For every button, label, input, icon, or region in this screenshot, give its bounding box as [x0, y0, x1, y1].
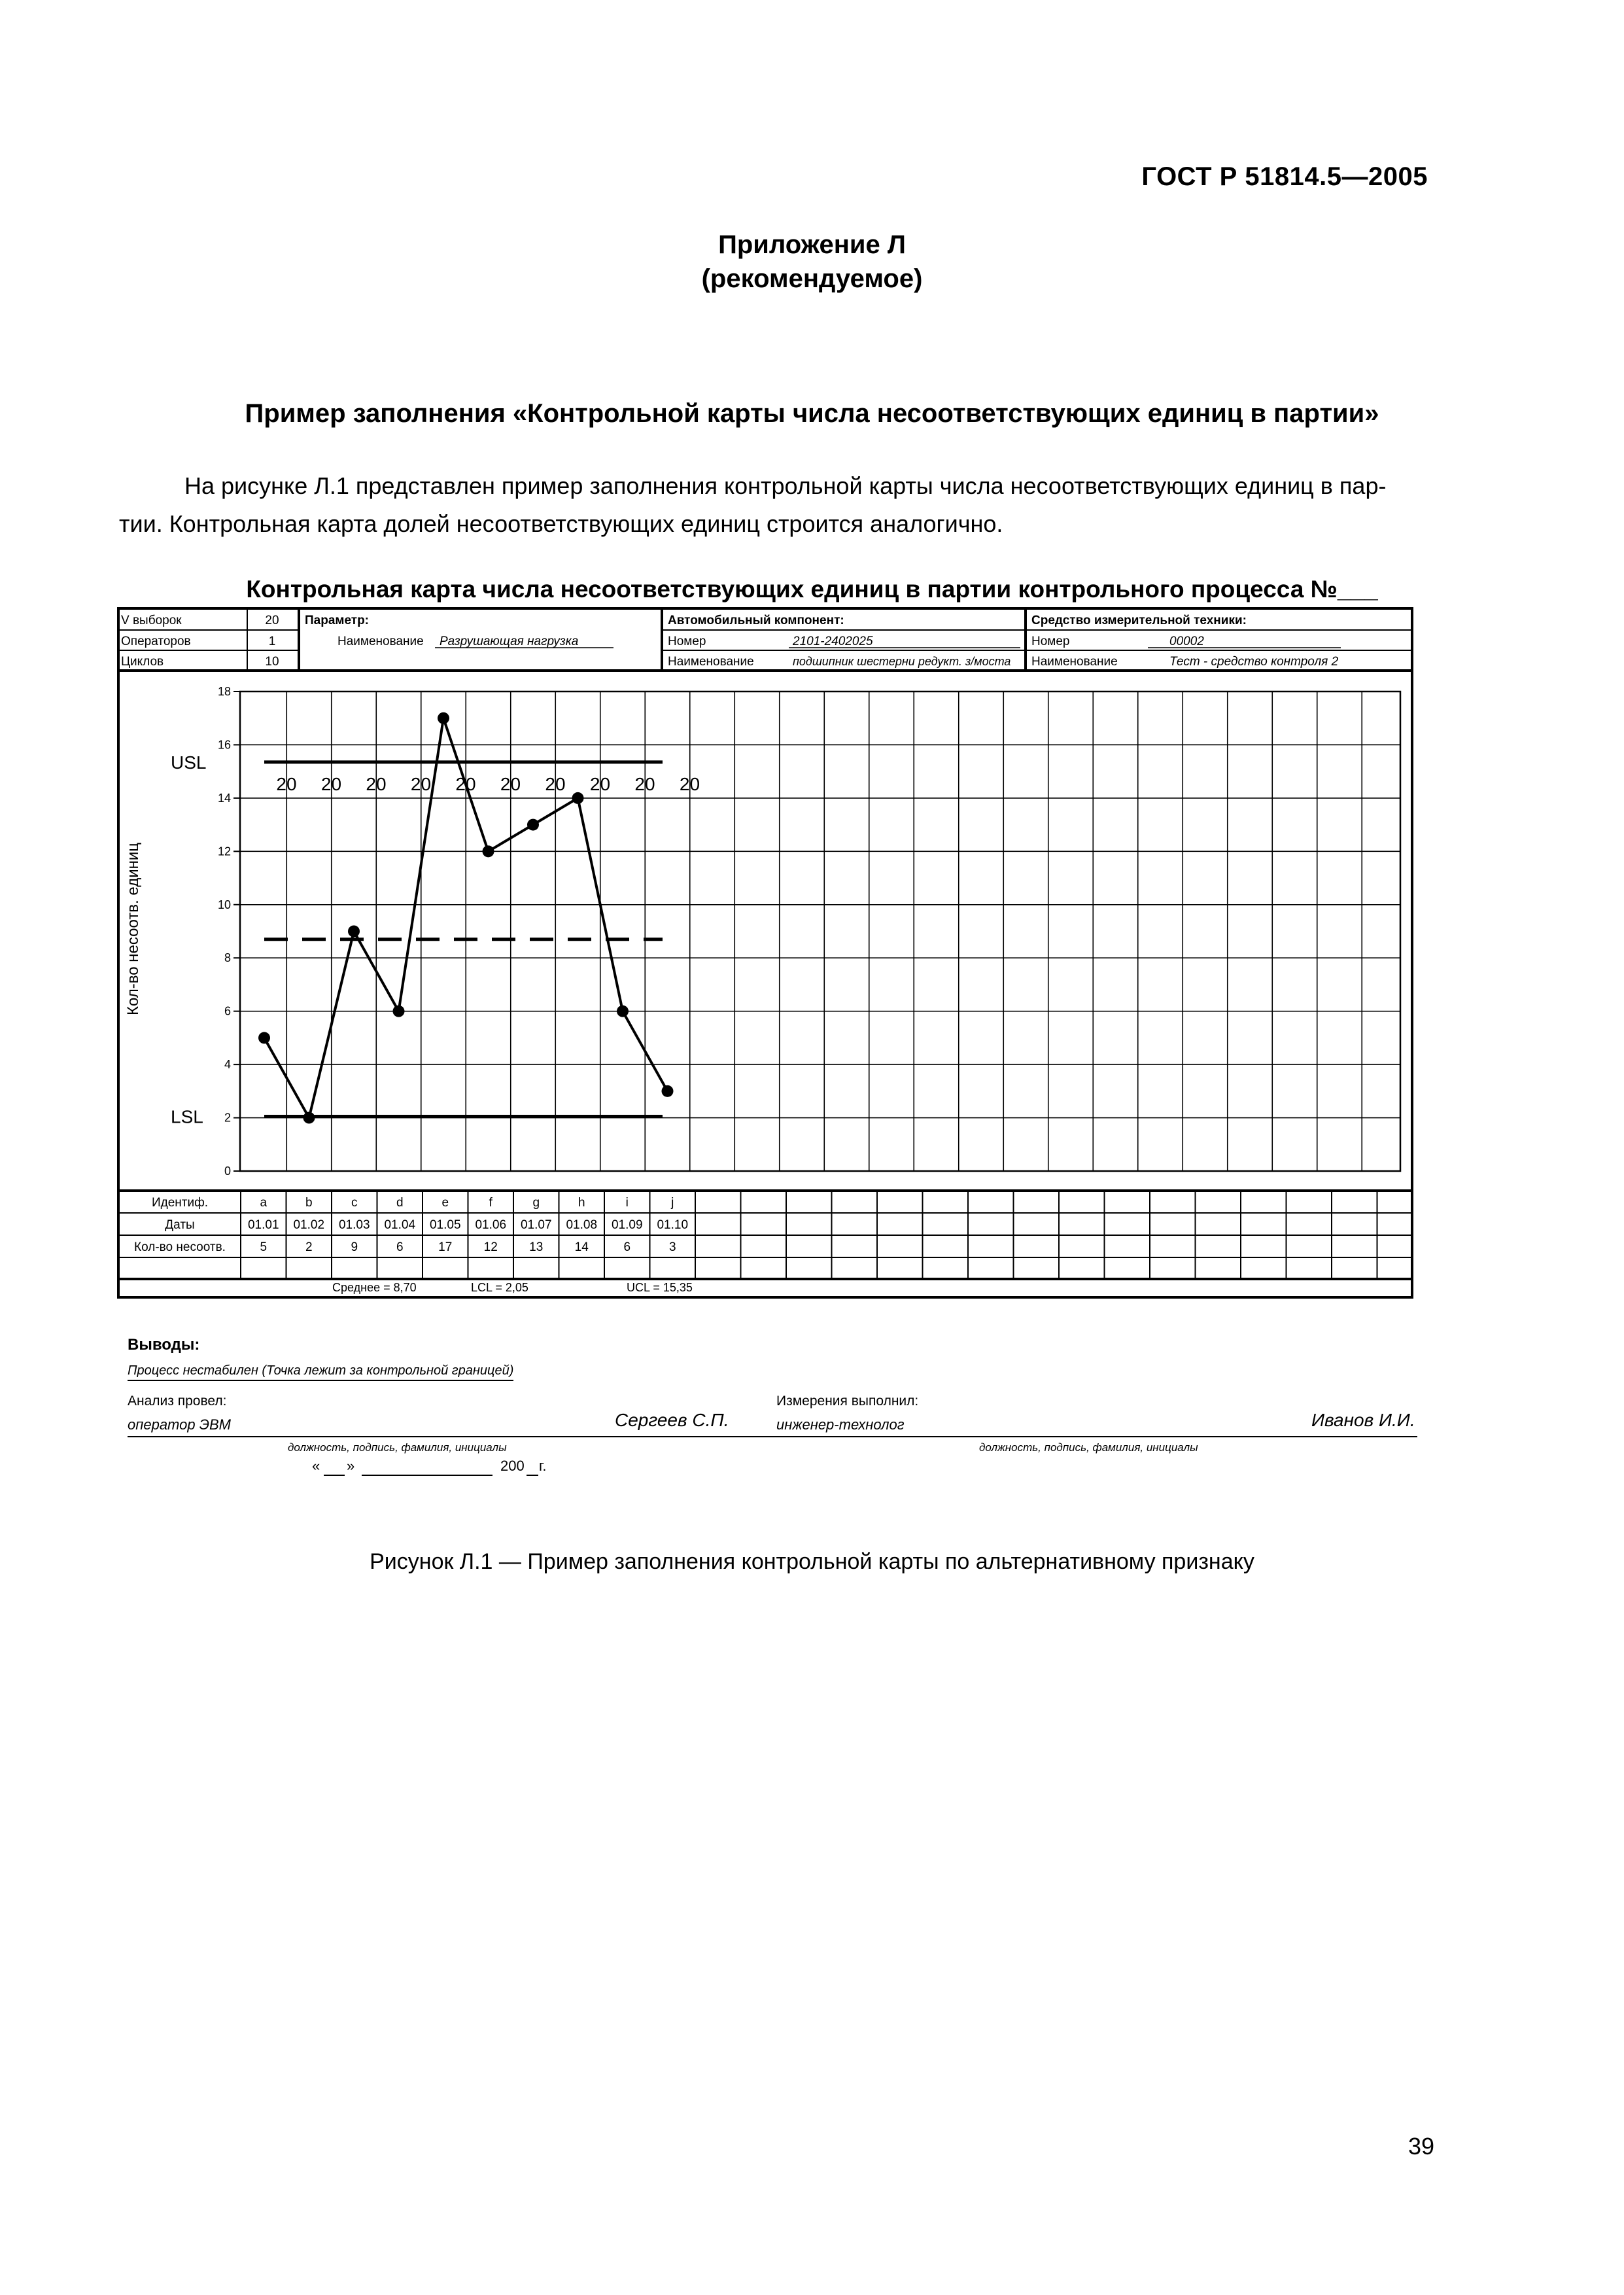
figure-caption: Рисунок Л.1 — Пример заполнения контрольной карты по альтернативному признаку	[370, 1549, 1254, 1574]
cell-id: j	[671, 1196, 674, 1210]
y-tick-label: 0	[224, 1165, 231, 1178]
analysis-label: Анализ провел:	[128, 1393, 227, 1409]
date-day-line	[324, 1475, 345, 1476]
cell-date: 01.03	[338, 1218, 370, 1232]
component-number-value: 2101-2402025	[793, 635, 873, 648]
cell-date: 01.01	[247, 1218, 279, 1232]
cell-count: 6	[396, 1240, 404, 1254]
component-name-value: подшипник шестерни редукт. з/моста	[793, 655, 1011, 668]
grid-horizontal	[240, 745, 1400, 1117]
data-point	[348, 926, 360, 937]
paragraph-line-2: тии. Контрольная карта долей несоответствующих единиц строится аналогично.	[119, 510, 1003, 537]
data-point	[258, 1032, 270, 1043]
date-year-prefix: 200	[500, 1458, 525, 1474]
y-tick-label: 6	[224, 1004, 231, 1018]
sample-size-label: 20	[276, 773, 297, 794]
measurement-position: инженер-технолог	[776, 1416, 905, 1433]
data-point	[662, 1085, 674, 1097]
cell-id: i	[625, 1196, 629, 1210]
sample-size-label: 20	[320, 773, 342, 794]
date-close-quote: »	[347, 1458, 355, 1474]
cell-count: 12	[483, 1240, 498, 1254]
page-number: 39	[1408, 2133, 1434, 2160]
analysis-name: Сергеев С.П.	[615, 1410, 729, 1430]
sample-size-label: 20	[500, 773, 521, 794]
sample-size-label: 20	[366, 773, 387, 794]
sample-size-label: 20	[410, 773, 432, 794]
cell-count: 17	[438, 1240, 453, 1254]
sample-size-label: 20	[589, 773, 611, 794]
instrument-heading: Средство измерительной техники:	[1031, 614, 1247, 627]
form-frame	[118, 608, 1412, 1297]
date-year-line	[527, 1475, 538, 1476]
summary-mean: Среднее = 8,70	[332, 1281, 417, 1294]
header-value-samples: 20	[265, 614, 279, 627]
date-open-quote: «	[312, 1458, 320, 1474]
data-table	[118, 1191, 1412, 1294]
chart-title: Контрольная карта числа несоответствующих единиц в партии контрольного процесса №___	[246, 576, 1378, 603]
cell-id: d	[396, 1196, 404, 1210]
cell-count: 14	[574, 1240, 589, 1254]
row-label-counts: Кол-во несоотв.	[134, 1240, 226, 1254]
data-point	[438, 712, 449, 724]
cell-id: g	[532, 1196, 540, 1210]
data-point	[303, 1112, 315, 1124]
y-tick-label: 16	[217, 738, 231, 752]
instrument-name-value: Тест - средство контроля 2	[1169, 655, 1339, 669]
cell-date: 01.07	[520, 1218, 552, 1232]
usl-label: USL	[171, 752, 207, 773]
date-month-line	[362, 1475, 492, 1476]
y-axis-ticks	[218, 685, 240, 1178]
data-point	[572, 792, 584, 804]
measurement-name: Иванов И.И.	[1311, 1410, 1415, 1430]
lsl-label: LSL	[171, 1106, 203, 1127]
sample-size-label: 20	[545, 773, 566, 794]
data-point	[617, 1006, 629, 1017]
date-year-suffix: г.	[539, 1458, 547, 1474]
instrument-number-value: 00002	[1169, 635, 1204, 648]
cell-id: f	[489, 1196, 492, 1210]
header-label-cycles: Циклов	[121, 655, 164, 669]
appendix-title: Приложение Л	[718, 230, 906, 259]
cell-date: 01.08	[566, 1218, 598, 1232]
data-point	[393, 1006, 405, 1017]
data-point	[527, 819, 539, 831]
cell-id: b	[305, 1196, 313, 1210]
measurement-signature-line	[776, 1436, 1417, 1437]
parameter-heading: Параметр:	[305, 614, 370, 627]
cell-count: 9	[351, 1240, 358, 1254]
sample-size-label: 20	[455, 773, 476, 794]
y-tick-label: 10	[217, 898, 231, 911]
conclusions-text: Процесс нестабилен (Точка лежит за контрольной границей)	[128, 1363, 513, 1381]
header-label-operators: Операторов	[121, 635, 191, 648]
row-label-id: Идентиф.	[151, 1196, 209, 1210]
cell-count: 5	[260, 1240, 268, 1254]
instrument-name-label: Наименование	[1031, 655, 1118, 669]
cell-id: c	[351, 1196, 358, 1210]
y-tick-label: 4	[224, 1058, 231, 1072]
y-axis-label: Кол-во несоотв. единиц	[124, 842, 142, 1016]
parameter-name-value: Разрушающая нагрузка	[440, 635, 579, 648]
y-tick-label: 8	[224, 951, 231, 965]
summary-lcl: LCL = 2,05	[471, 1281, 528, 1294]
paragraph-line-1: На рисунке Л.1 представлен пример заполнения контрольной карты числа несоответствующих единиц в пар-	[184, 472, 1387, 499]
row-label-dates: Даты	[165, 1218, 195, 1232]
form-header	[118, 608, 1412, 671]
cell-count: 3	[668, 1240, 676, 1254]
cell-id: a	[260, 1196, 268, 1210]
plot-area	[124, 685, 1400, 1178]
cell-date: 01.04	[384, 1218, 416, 1232]
instrument-number-label: Номер	[1031, 635, 1070, 648]
conclusions-label: Выводы:	[128, 1336, 200, 1354]
cell-date: 01.06	[475, 1218, 507, 1232]
component-heading: Автомобильный компонент:	[668, 614, 844, 627]
analysis-position: оператор ЭВМ	[128, 1416, 231, 1433]
measurement-hint: должность, подпись, фамилия, инициалы	[979, 1441, 1198, 1454]
measurement-label: Измерения выполнил:	[776, 1393, 919, 1409]
cell-id: h	[578, 1196, 585, 1210]
analysis-hint: должность, подпись, фамилия, инициалы	[288, 1441, 507, 1454]
header-value-operators: 1	[268, 635, 276, 648]
cell-count: 13	[529, 1240, 544, 1254]
section-title: Пример заполнения «Контрольной карты числа несоответствующих единиц в партии»	[245, 399, 1379, 428]
cell-count: 6	[623, 1240, 631, 1254]
standard-number: ГОСТ Р 51814.5—2005	[1141, 162, 1428, 191]
header-label-samples: V выборок	[121, 614, 182, 627]
appendix-status: (рекомендуемое)	[701, 264, 923, 293]
cell-date: 01.09	[611, 1218, 643, 1232]
y-tick-label: 18	[217, 685, 231, 698]
sample-size-label: 20	[634, 773, 655, 794]
summary-ucl: UCL = 15,35	[627, 1281, 693, 1294]
sample-size-labels	[276, 774, 700, 794]
parameter-name-label: Наименование	[337, 635, 424, 648]
cell-date: 01.05	[429, 1218, 461, 1232]
cell-date: 01.02	[293, 1218, 325, 1232]
header-value-cycles: 10	[265, 655, 279, 669]
cell-date: 01.10	[657, 1218, 689, 1232]
cell-count: 2	[305, 1240, 313, 1254]
component-number-label: Номер	[668, 635, 706, 648]
y-tick-label: 14	[217, 791, 231, 805]
analysis-signature-line	[128, 1436, 826, 1437]
cell-id: e	[441, 1196, 449, 1210]
data-point	[483, 845, 494, 857]
component-name-label: Наименование	[668, 655, 754, 669]
y-tick-label: 12	[217, 845, 231, 858]
sample-size-label: 20	[679, 773, 700, 794]
y-tick-label: 2	[224, 1111, 231, 1125]
